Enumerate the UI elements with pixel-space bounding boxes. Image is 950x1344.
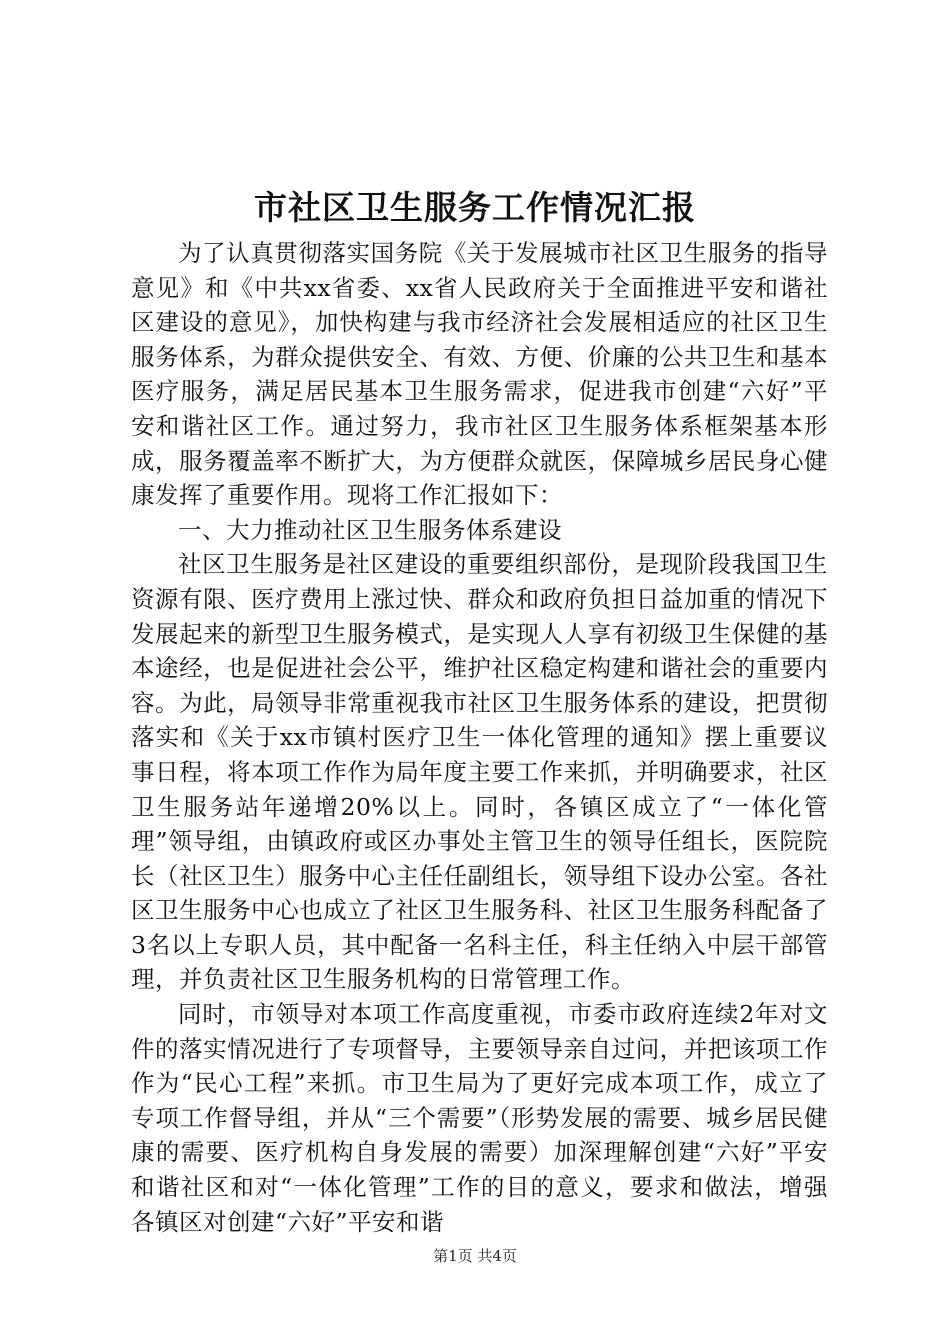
section-heading: 一、大力推动社区卫生服务体系建设 xyxy=(178,515,562,544)
page-number-footer: 第1页 共4页 xyxy=(433,1247,517,1265)
body-paragraph: 社区卫生服务是社区建设的重要组织部份，是现阶段我国卫生资源有限、医疗费用上涨过快、群众和政府负担日益加重的情况下发展起来的新型卫生服务模式，是实现人人享有初级卫生保健的基本途经，也是促进社会公平，维护社区稳定构建和谐社会的重要内容。为此，局领导非常重视我市社区卫生服务体系的建设，把贯彻落实和《关于xx市镇村医疗卫生一体化管理的通知》摆上重要议事日程，将本项工作作为局年度主要工作来抓，并明确要求，社区卫生服务站年递增20%以上。同时，各镇区成立了“一体化管理”领导组，由镇政府或区办事处主管卫生的领导任组长，医院院长（社区卫生）服务中心主任任副组长，领导组下设办公室。各社区卫生服务中心也成立了社区卫生服务科、社区卫生服务科配备了3名以上专职人员，其中配备一名科主任，科主任纳入中层干部管理，并负责社区卫生服务机构的日常管理工作。 xyxy=(131,550,828,994)
body-paragraph: 同时，市领导对本项工作高度重视，市委市政府连续2年对文件的落实情况进行了专项督导，主要领导亲自过问，并把该项工作作为“民心工程”来抓。市卫生局为了更好完成本项工作，成立了专项工作督导组，并从“三个需要”（形势发展的需要、城乡居民健康的需要、医疗机构自身发展的需要）加深理解创建“六好”平安和谐社区和对“一体化管理”工作的目的意义，要求和做法，增强各镇区对创建“六好”平安和谐 xyxy=(131,1000,828,1236)
document-body xyxy=(131,236,828,1239)
intro-paragraph: 为了认真贯彻落实国务院《关于发展城市社区卫生服务的指导意见》和《中共xx省委、xx省人民政府关于全面推进平安和谐社区建设的意见》，加快构建与我市经济社会发展相适应的社区卫生服务体系，为群众提供安全、有效、方便、价廉的公共卫生和基本医疗服务，满足居民基本卫生服务需求，促进我市创建“六好”平安和谐社区工作。通过努力，我市社区卫生服务体系框架基本形成，服务覆盖率不断扩大，为方便群众就医，保障城乡居民身心健康发挥了重要作用。现将工作汇报如下： xyxy=(131,239,828,510)
document-title: 市社区卫生服务工作情况汇报 xyxy=(254,188,696,227)
